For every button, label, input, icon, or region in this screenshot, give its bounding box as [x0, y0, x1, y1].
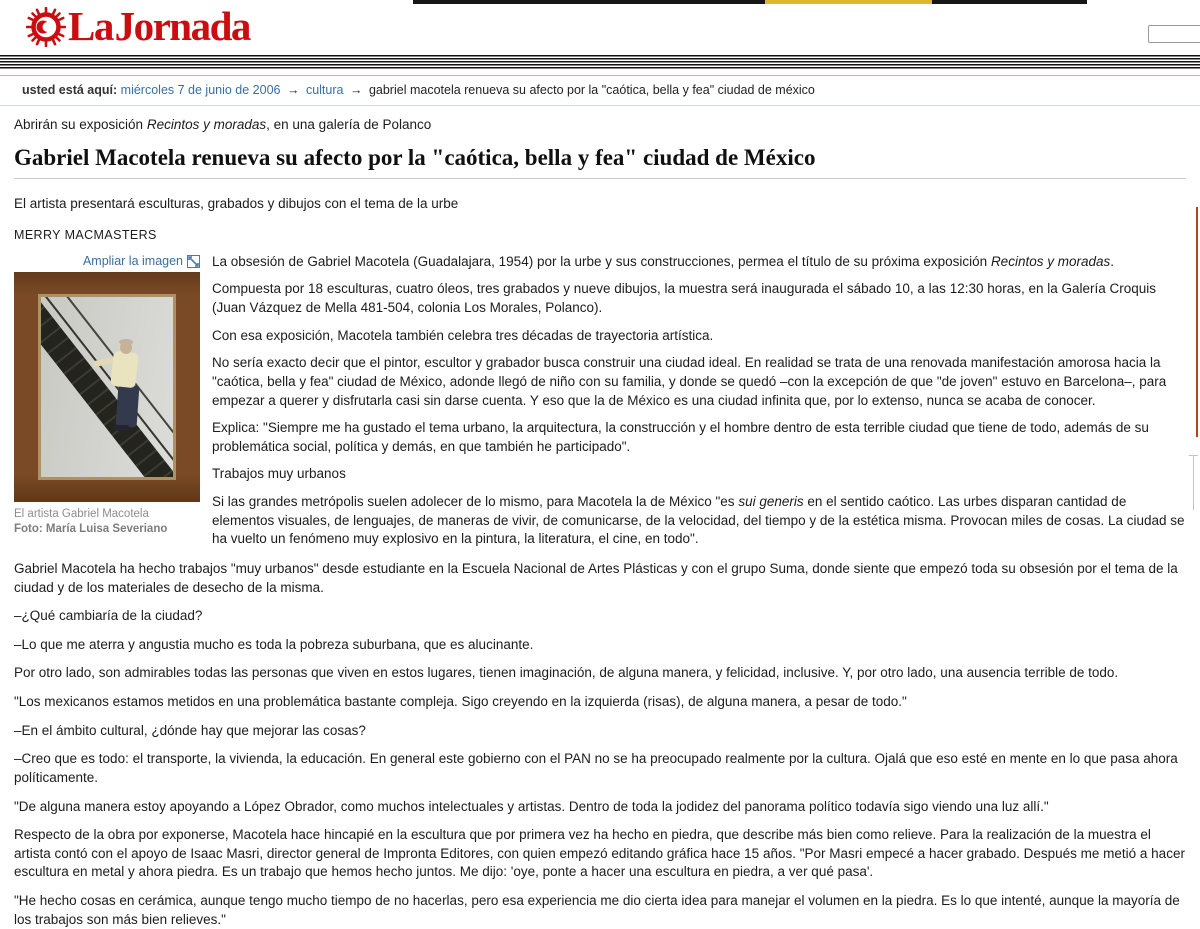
logo-text: La Jornada [68, 3, 250, 49]
text-segment: "Los mexicanos estamos metidos en una problemática bastante compleja. Sigo creyendo en la izquierda (risas), de alguna manera, a pesar de todo." [14, 694, 907, 709]
article-body-row [14, 253, 1186, 558]
breadcrumb-current: gabriel macotela renueva su afecto por la "caótica, bella y fea" ciudad de méxico [368, 83, 815, 97]
right-rail-red-line [1196, 207, 1198, 437]
article-paragraph [212, 253, 1186, 272]
photo-caption: El artista Gabriel Macotela [14, 507, 149, 520]
sun-icon [26, 7, 66, 47]
photo-staircase [38, 294, 176, 480]
article-deck: El artista presentará esculturas, grabados y dibujos con el tema de la urbe [14, 195, 459, 211]
text-segment: Explica: "Siempre me ha gustado el tema urbano, la arquitectura, la construcción y el hombre dentro de esta terrible ciudad que tiene de todo, además de su problemática social, política y demás, en que también he participado". [212, 420, 1149, 454]
breadcrumb-link-section[interactable]: cultura [305, 83, 344, 97]
enlarge-image-label: Ampliar la imagen [82, 253, 183, 268]
article-paragraph [14, 798, 1186, 817]
photo-figure-shoe [115, 425, 129, 431]
text-segment: en el sentido caótico. Las urbes disparan cantidad de elementos visuales, de lenguajes, de maneras de vivir, de comunicarse, de la velocidad, del tiempo y de la estética misma. Provocan miles de cosas. La ciudad se ha vuelto un fenómeno muy explosivo en la pintura, la literatura, el cine, en todo". [212, 494, 1185, 547]
text-segment: Con esa exposición, Macotela también celebra tres décadas de trayectoria artística. [212, 327, 714, 343]
article-paragraph [212, 327, 1186, 346]
expand-icon [187, 255, 200, 268]
byline: MERRY MACMASTERS [14, 227, 157, 242]
breadcrumb-link-date[interactable]: miércoles 7 de junio de 2006 [120, 83, 281, 97]
text-segment: "De alguna manera estoy apoyando a López Obrador, como muchos intelectuales y artistas. Dentro de toda la jodidez del panorama político todavía sigo viendo una luz allí." [14, 798, 1049, 814]
article-title: Gabriel Macotela renueva su afecto por la "caótica, bella y fea" ciudad de México [14, 144, 1186, 180]
article-paragraph [14, 722, 1186, 741]
breadcrumb-arrow-icon: → [286, 83, 300, 97]
breadcrumb-arrow-icon: → [349, 83, 363, 97]
text-segment: No sería exacto decir que el pintor, escultor y grabador busca construir una ciudad ideal. En realidad se trata de una renovada manifestación amorosa hacia la "caótica, bella y fea" ciudad de México, adonde llegó de niño con su familia, y donde se quedó –con la excepción de que "de joven" estuvo en Barcelona–, para empezar a querer y disfrutarla casi sin darse cuenta. Y eso que la de México es una ciudad infinita que, por lo extenso, nunca se acaba de conocer. [212, 355, 1167, 408]
right-rail-gray-line [1193, 455, 1194, 510]
article-column [212, 253, 1186, 558]
text-segment: . [1110, 253, 1115, 269]
text-segment: Por otro lado, son admirables todas las personas que viven en estos lugares, tienen imaginación, de alguna manera, y felicidad, inclusive. Y, por otro lado, una ausencia terrible de todo. [14, 665, 1119, 681]
text-segment: –En el ámbito cultural, ¿dónde hay que mejorar las cosas? [14, 722, 366, 738]
right-rail-gray-cap [1189, 455, 1198, 456]
article-paragraph [14, 607, 1186, 626]
search-input[interactable] [1148, 25, 1200, 43]
text-segment: La obsesión de Gabriel Macotela (Guadalajara, 1954) por la urbe y sus construcciones, permea el título de su próxima exposición [212, 253, 991, 269]
text-segment: Respecto de la obra por exponerse, Macotela hace hincapié en la escultura que por primera vez ha hecho en piedra, que describe más bien como relieve. Para la realización de la muestra el artista contó con el apoyo de Isaac Masri, director general de Impronta Editores, con quien empezó editando gráfica hace 15 años. "Por Masri empecé a hacer grabado. Después me metió a hacer escultura en metal y ahora piedra. Es un trabajo que hemos hecho juntos. Me dijo: 'oye, ponte a hacer una escultura en piedra, a ver qué pasa'. [14, 827, 1185, 880]
article-paragraph [14, 750, 1186, 787]
text-segment: Si las grandes metrópolis suelen adolecer de lo mismo, para Macotela la de México "es [212, 494, 739, 509]
text-segment: Gabriel Macotela ha hecho trabajos "muy urbanos" desde estudiante en la Escuela Nacional de Artes Plásticas y con el grupo Suma, donde siente que empezó toda su obsesión por el tema de la ciudad y de los materiales de desecho de la misma. [14, 560, 1178, 595]
text-segment: –¿Qué cambiaría de la ciudad? [14, 608, 203, 624]
text-segment: Abrirán su exposición [14, 117, 147, 133]
header-rule [0, 55, 1200, 69]
photo-wall [38, 294, 176, 480]
photo-credit: Foto: María Luisa Severiano [14, 522, 168, 535]
article-paragraph [212, 465, 1186, 484]
text-segment: Recintos y moradas [146, 117, 267, 133]
article-kicker [14, 116, 1186, 135]
text-segment: –Lo que me aterra y angustia mucho es toda la pobreza suburbana, que es alucinante. [14, 636, 534, 652]
text-segment: –Creo que es todo: el transporte, la vivienda, la educación. En general este gobierno con el PAN no se ha preocupado realmente por la cultura. Ojalá que eso esté en mente en lo que pasa ahora políticamente. [14, 751, 1178, 785]
article-paragraph [14, 892, 1186, 929]
photo-figure-torso [110, 351, 139, 388]
photo-figure-head [120, 341, 132, 354]
enlarge-image-link[interactable] [14, 253, 200, 270]
article-paragraph [212, 280, 1186, 317]
article-paragraph [14, 636, 1186, 655]
article-main [0, 116, 1200, 929]
breadcrumb-prefix: usted está aquí: [22, 83, 118, 97]
text-segment: sui generis [738, 494, 804, 509]
text-segment: Compuesta por 18 esculturas, cuatro óleos, tres grabados y nueve dibujos, la muestra será inaugurada el sábado 10, a las 12:30 horas, en la Galería Croquis (Juan Vázquez de Mella 481-504, colonia Los Morales, Polanco). [212, 281, 1157, 315]
article-paragraph [14, 693, 1186, 712]
artist-photo[interactable] [14, 272, 200, 502]
breadcrumb [0, 75, 1200, 106]
article-paragraph [14, 664, 1186, 683]
lajornada-logo[interactable] [26, 3, 250, 49]
text-segment: , en una galería de Polanco [266, 117, 432, 133]
article-paragraph [212, 354, 1186, 410]
article-figure [14, 253, 200, 558]
article-paragraph [212, 493, 1186, 549]
text-segment: "He hecho cosas en cerámica, aunque tengo mucho tiempo de no hacerlas, pero esa experiencia me dio cierta idea para manejar el volumen en la piedra. Es lo que intenté, aunque la mayoría de los trabajos son más bien relieves." [14, 893, 1180, 927]
photo-figure-legs [116, 384, 140, 427]
site-header [0, 0, 1200, 54]
article-paragraph [14, 560, 1186, 597]
text-segment: Trabajos muy urbanos [212, 466, 346, 482]
text-segment: Recintos y moradas [990, 253, 1111, 269]
article-paragraph [212, 419, 1186, 456]
